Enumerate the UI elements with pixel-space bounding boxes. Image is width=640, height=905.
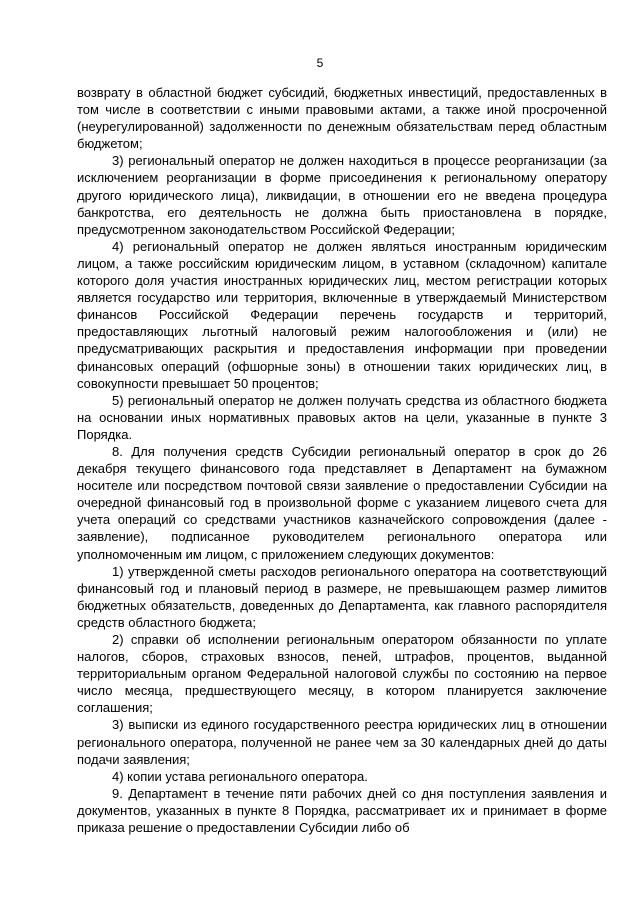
page-number: 5 (316, 56, 324, 70)
document-body (77, 84, 607, 836)
paragraph-item-4: 4) региональный оператор не должен являться иностранным юридическим лицом, а также российским юридическим лицом, в уставном (складочном) капитале которого доля участия иностранных юридических лиц, местом регистрации которых является государство или территория, включенные в утверждаемый Министерством финансов Российской Федерации перечень государств и территорий, предоставляющих льготный налоговый режим налогообложения и (или) не предусматривающих раскрытия и предоставления информации при проведении финансовых операций (офшорные зоны) в отношении таких юридических лиц, в совокупности превышает 50 процентов; (77, 238, 607, 391)
paragraph-item-5: 5) региональный оператор не должен получать средства из областного бюджета на основании иных нормативных правовых актов на цели, указанные в пункте 3 Порядка. (77, 392, 607, 442)
paragraph-doc-2: 2) справки об исполнении региональным оператором обязанности по уплате налогов, сборов, страховых взносов, пеней, штрафов, процентов, выданной территориальным органом Федеральной налоговой службы по состоянию на первое число месяца, предшествующего месяцу, в котором планируется заключение соглашения; (77, 632, 607, 716)
paragraph-doc-4: 4) копии устава регионального оператора. (112, 768, 368, 784)
paragraph-doc-3: 3) выписки из единого государственного реестра юридических лиц в отношении регионального оператора, полученной не ранее чем за 30 календарных дней до даты подачи заявления; (77, 717, 607, 767)
paragraph-continuation: возврату в областной бюджет субсидий, бюджетных инвестиций, предоставленных в том числе в соответствии с иными правовыми актами, а также иной просроченной (неурегулированной) задолженности по денежным обязательствам перед областным бюджетом; (77, 85, 607, 152)
paragraph-doc-1: 1) утвержденной сметы расходов регионального оператора на соответствующий финансовый год и плановый период в размере, не превышающем размер лимитов бюджетных обязательств, доведенных до Департамента, как главного распорядителя средств областного бюджета; (77, 563, 607, 630)
paragraph-clause-8: 8. Для получения средств Субсидии региональный оператор в срок до 26 декабря текущего финансового года представляет в Департамент на бумажном носителе или посредством почтовой связи заявление о предоставлении Субсидии на очередной финансовый год в произвольной форме с указанием лицевого счета для учета операций со средствами участников казначейского сопровождения (далее - заявление), подписанное руководителем регионального оператора или уполномоченным им лицом, с приложением следующих документов: (77, 443, 607, 562)
paragraph-clause-9: 9. Департамент в течение пяти рабочих дней со дня поступления заявления и документов, указанных в пункте 8 Порядка, рассматривает их и принимает в форме приказа решение о предоставлении Субсидии либо об (77, 785, 607, 836)
paragraph-item-3: 3) региональный оператор не должен находиться в процессе реорганизации (за исключением реорганизации в форме присоединения к региональному оператору другого юридического лица), ликвидации, в отношении его не введена процедура банкротства, его деятельность не должна быть приостановлена в порядке, предусмотренном законодательством Российской Федерации; (77, 153, 607, 237)
